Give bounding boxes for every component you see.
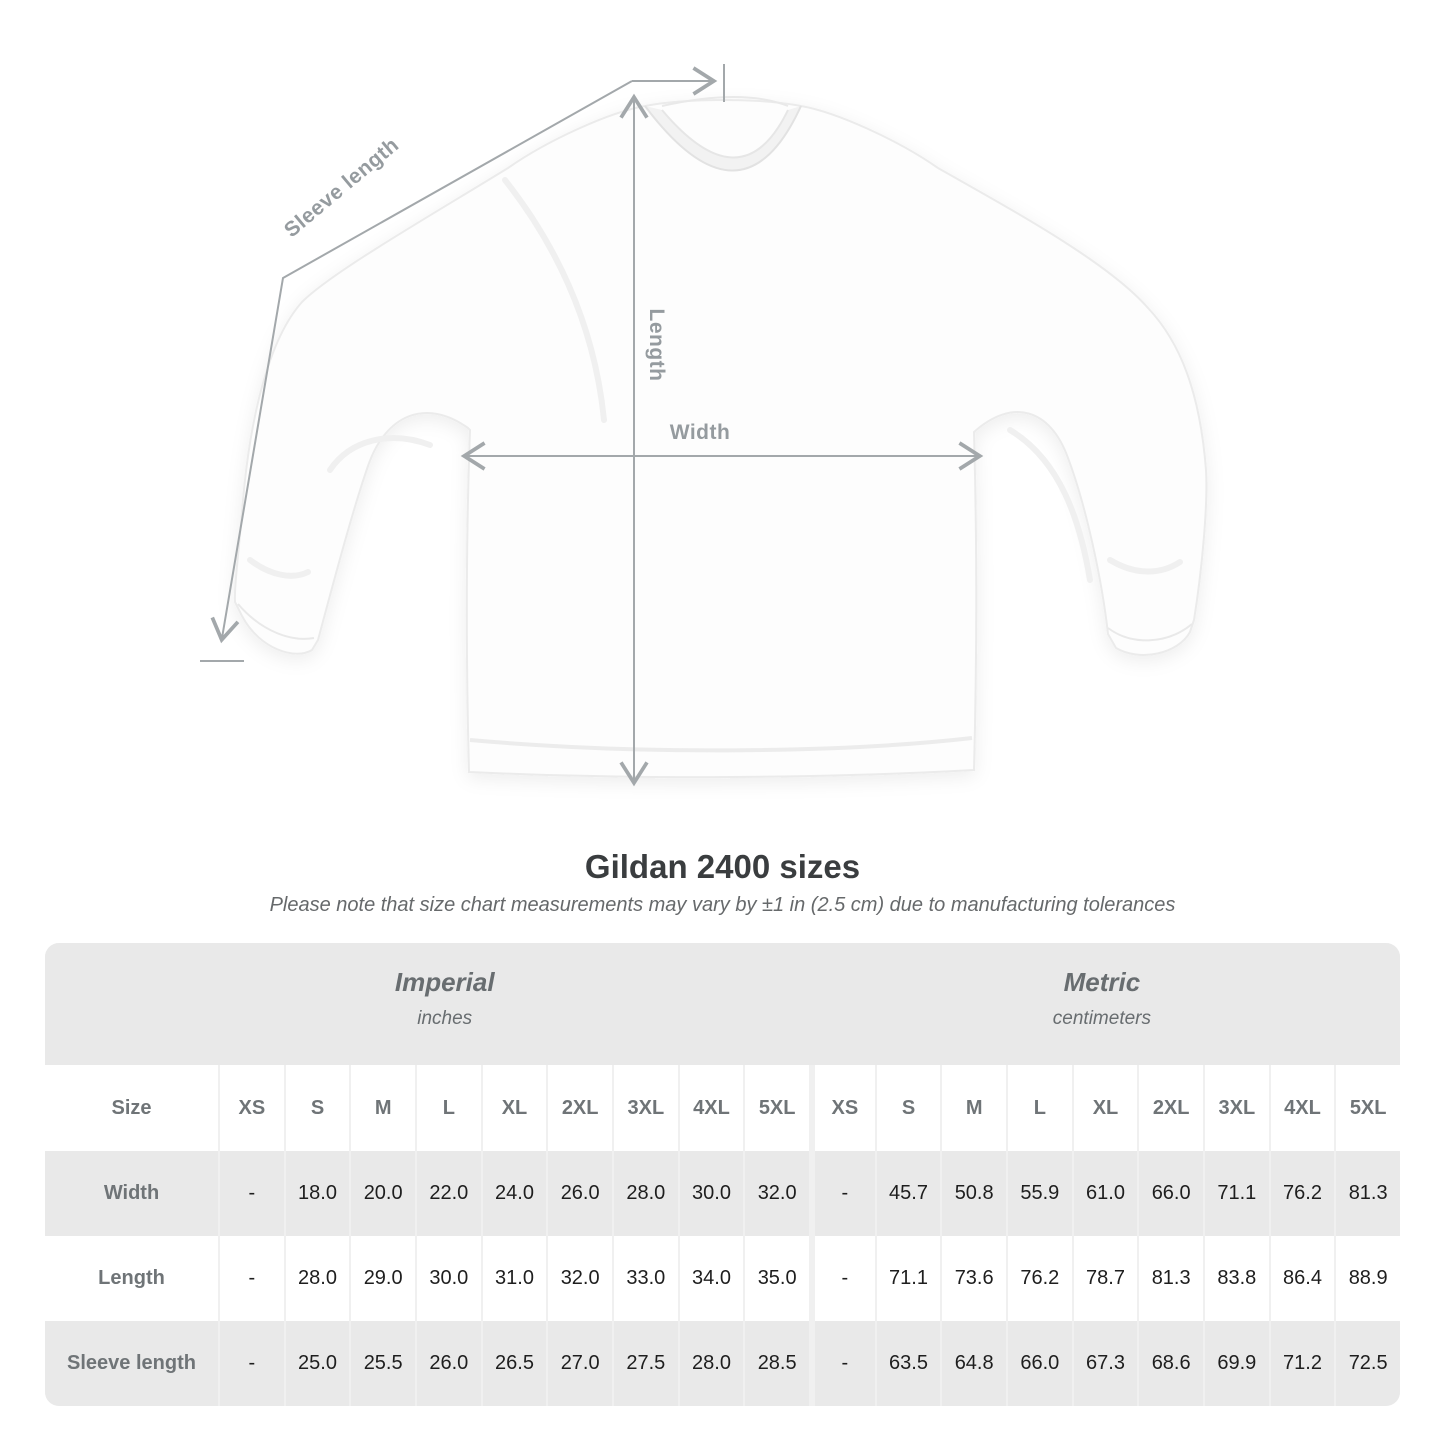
cell-sleeve-length-metric-4xl: 71.2 bbox=[1271, 1321, 1335, 1406]
col-header-imperial-4xl: 4XL bbox=[680, 1065, 744, 1151]
cell-width-imperial-2xl: 26.0 bbox=[548, 1151, 612, 1236]
col-header-metric-4xl: 4XL bbox=[1271, 1065, 1335, 1151]
cell-width-imperial-3xl: 28.0 bbox=[614, 1151, 678, 1236]
imperial-group-header bbox=[395, 967, 495, 1030]
cell-sleeve-length-metric-3xl: 69.9 bbox=[1205, 1321, 1269, 1406]
cell-width-metric-xl: 61.0 bbox=[1074, 1151, 1138, 1236]
size-table bbox=[45, 943, 1400, 1406]
col-header-imperial-xl: XL bbox=[483, 1065, 547, 1151]
cell-sleeve-length-metric-s: 63.5 bbox=[877, 1321, 941, 1406]
cell-sleeve-length-imperial-xs: - bbox=[220, 1321, 284, 1406]
cell-width-metric-m: 50.8 bbox=[942, 1151, 1006, 1236]
cell-sleeve-length-metric-5xl: 72.5 bbox=[1336, 1321, 1400, 1406]
size-grid bbox=[45, 1065, 1400, 1406]
cell-length-imperial-m: 29.0 bbox=[351, 1236, 415, 1321]
col-header-metric-s: S bbox=[877, 1065, 941, 1151]
metric-label: Metric bbox=[1063, 967, 1141, 997]
cell-sleeve-length-metric-xl: 67.3 bbox=[1074, 1321, 1138, 1406]
cell-length-metric-xl: 78.7 bbox=[1074, 1236, 1138, 1321]
cell-width-imperial-4xl: 30.0 bbox=[680, 1151, 744, 1236]
unit-band bbox=[45, 943, 1400, 1065]
cell-width-imperial-5xl: 32.0 bbox=[745, 1151, 809, 1236]
sleeve-length-label: Sleeve length bbox=[279, 133, 404, 243]
cell-sleeve-length-imperial-m: 25.5 bbox=[351, 1321, 415, 1406]
col-header-imperial-xs: XS bbox=[220, 1065, 284, 1151]
col-header-metric-5xl: 5XL bbox=[1336, 1065, 1400, 1151]
cell-length-imperial-xs: - bbox=[220, 1236, 284, 1321]
col-header-imperial-m: M bbox=[351, 1065, 415, 1151]
cell-width-metric-s: 45.7 bbox=[877, 1151, 941, 1236]
cell-length-imperial-l: 30.0 bbox=[417, 1236, 481, 1321]
cell-sleeve-length-metric-l: 66.0 bbox=[1008, 1321, 1072, 1406]
cell-length-imperial-4xl: 34.0 bbox=[680, 1236, 744, 1321]
cell-width-metric-2xl: 66.0 bbox=[1139, 1151, 1203, 1236]
cell-width-imperial-l: 22.0 bbox=[417, 1151, 481, 1236]
cell-length-metric-m: 73.6 bbox=[942, 1236, 1006, 1321]
col-header-imperial-s: S bbox=[286, 1065, 350, 1151]
page-title: Gildan 2400 sizes bbox=[584, 848, 861, 885]
cell-sleeve-length-metric-m: 64.8 bbox=[942, 1321, 1006, 1406]
col-header-metric-xl: XL bbox=[1074, 1065, 1138, 1151]
cell-sleeve-length-imperial-3xl: 27.5 bbox=[614, 1321, 678, 1406]
cell-sleeve-length-imperial-2xl: 27.0 bbox=[548, 1321, 612, 1406]
metric-unit: centimeters bbox=[1052, 1008, 1151, 1029]
cell-width-metric-4xl: 76.2 bbox=[1271, 1151, 1335, 1236]
cell-length-metric-xs: - bbox=[811, 1236, 875, 1321]
cell-length-metric-l: 76.2 bbox=[1008, 1236, 1072, 1321]
cell-width-imperial-xl: 24.0 bbox=[483, 1151, 547, 1236]
cell-width-imperial-s: 18.0 bbox=[286, 1151, 350, 1236]
cell-length-imperial-s: 28.0 bbox=[286, 1236, 350, 1321]
cell-width-metric-l: 55.9 bbox=[1008, 1151, 1072, 1236]
col-header-imperial-3xl: 3XL bbox=[614, 1065, 678, 1151]
cell-length-metric-5xl: 88.9 bbox=[1336, 1236, 1400, 1321]
cell-width-metric-xs: - bbox=[811, 1151, 875, 1236]
cell-length-imperial-2xl: 32.0 bbox=[548, 1236, 612, 1321]
tolerance-note: Please note that size chart measurements may vary by ±1 in (2.5 cm) due to manufacturing tolerances bbox=[269, 894, 1176, 916]
cell-sleeve-length-imperial-4xl: 28.0 bbox=[680, 1321, 744, 1406]
cell-sleeve-length-imperial-5xl: 28.5 bbox=[745, 1321, 809, 1406]
cell-width-metric-5xl: 81.3 bbox=[1336, 1151, 1400, 1236]
col-header-metric-m: M bbox=[942, 1065, 1006, 1151]
col-header-metric-2xl: 2XL bbox=[1139, 1065, 1203, 1151]
length-label: Length bbox=[645, 308, 668, 382]
imperial-label: Imperial bbox=[394, 967, 495, 997]
size-corner-header: Size bbox=[45, 1065, 218, 1151]
cell-length-metric-4xl: 86.4 bbox=[1271, 1236, 1335, 1321]
row-label-width: Width bbox=[45, 1151, 218, 1236]
cell-length-imperial-5xl: 35.0 bbox=[745, 1236, 809, 1321]
cell-sleeve-length-imperial-s: 25.0 bbox=[286, 1321, 350, 1406]
cell-length-metric-s: 71.1 bbox=[877, 1236, 941, 1321]
cell-width-imperial-m: 20.0 bbox=[351, 1151, 415, 1236]
metric-group-header bbox=[1053, 967, 1151, 1030]
cell-length-imperial-3xl: 33.0 bbox=[614, 1236, 678, 1321]
cell-length-metric-3xl: 83.8 bbox=[1205, 1236, 1269, 1321]
cell-length-imperial-xl: 31.0 bbox=[483, 1236, 547, 1321]
cell-length-metric-2xl: 81.3 bbox=[1139, 1236, 1203, 1321]
col-header-imperial-l: L bbox=[417, 1065, 481, 1151]
width-label: Width bbox=[669, 421, 731, 444]
cell-sleeve-length-imperial-xl: 26.5 bbox=[483, 1321, 547, 1406]
col-header-imperial-5xl: 5XL bbox=[745, 1065, 809, 1151]
cell-sleeve-length-metric-xs: - bbox=[811, 1321, 875, 1406]
cell-sleeve-length-imperial-l: 26.0 bbox=[417, 1321, 481, 1406]
row-label-length: Length bbox=[45, 1236, 218, 1321]
imperial-unit: inches bbox=[417, 1008, 473, 1029]
cell-width-metric-3xl: 71.1 bbox=[1205, 1151, 1269, 1236]
cell-width-imperial-xs: - bbox=[220, 1151, 284, 1236]
row-label-sleeve-length: Sleeve length bbox=[45, 1321, 218, 1406]
cell-sleeve-length-metric-2xl: 68.6 bbox=[1139, 1321, 1203, 1406]
col-header-metric-l: L bbox=[1008, 1065, 1072, 1151]
col-header-imperial-2xl: 2XL bbox=[548, 1065, 612, 1151]
col-header-metric-3xl: 3XL bbox=[1205, 1065, 1269, 1151]
col-header-metric-xs: XS bbox=[811, 1065, 875, 1151]
